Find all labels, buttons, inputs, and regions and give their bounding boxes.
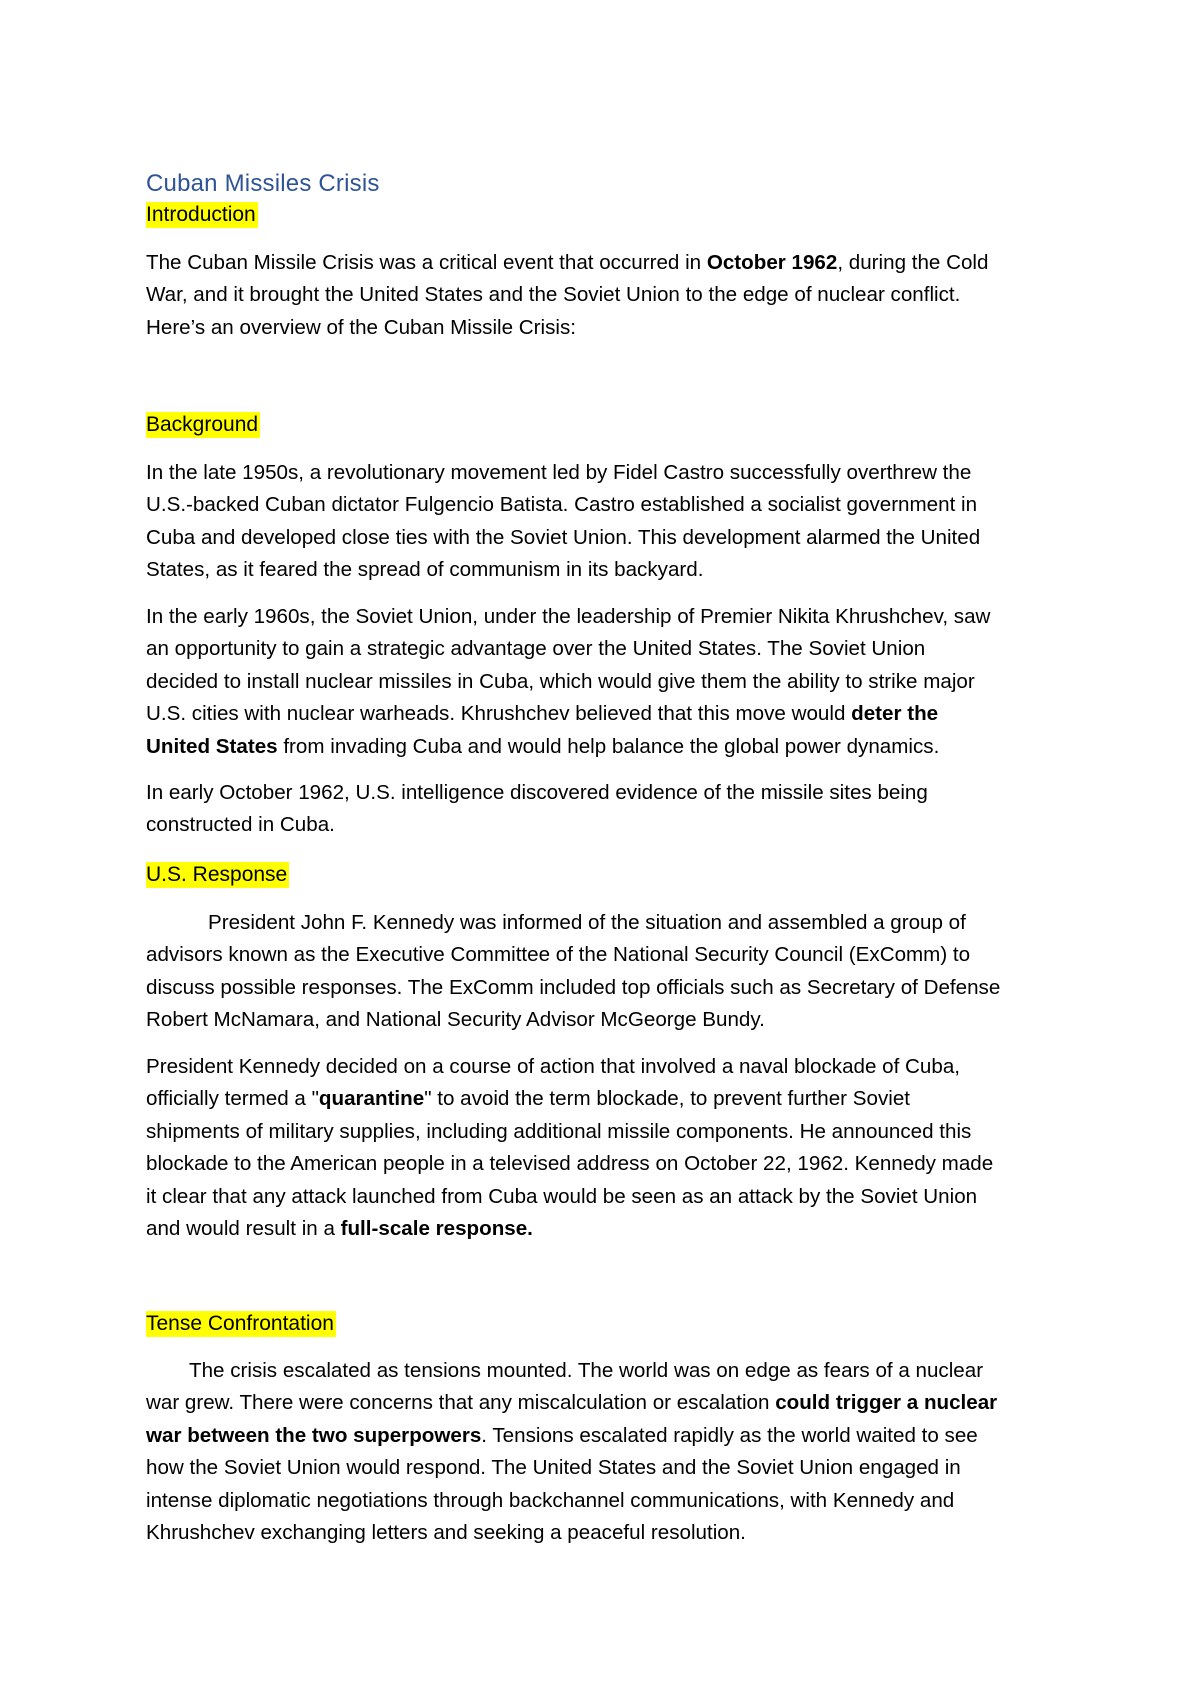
paragraph-tense-confrontation (146, 1355, 1066, 1549)
text-line: U.S.-backed Cuban dictator Fulgencio Batista. Castro established a socialist government in (146, 493, 978, 517)
paragraph-background-1 (146, 457, 1066, 587)
text-run: . Tensions escalated rapidly as the world waited to see (481, 1423, 978, 1447)
text-line: shipments of military supplies, including additional missile components. He announced this (146, 1119, 972, 1143)
text-line: it clear that any attack launched from Cuba would be seen as an attack by the Soviet Union (146, 1184, 978, 1208)
text-line: Here’s an overview of the Cuban Missile Crisis: (146, 315, 576, 339)
text-run: from invading Cuba and would help balance the global power dynamics. (277, 734, 940, 758)
text-line: President John F. Kennedy was informed of the situation and assembled a group of (208, 911, 966, 934)
text-line (146, 1420, 1066, 1452)
paragraph-us-response-1 (146, 907, 1066, 1037)
text-line: Robert McNamara, and National Security Advisor McGeorge Bundy. (146, 1008, 765, 1032)
text-line: Khrushchev exchanging letters and seeking a peaceful resolution. (146, 1521, 746, 1545)
paragraph-us-response-2 (146, 1051, 1066, 1245)
text-run: " to avoid the term blockade, to prevent further Soviet (424, 1087, 910, 1111)
paragraph-background-2 (146, 601, 1066, 763)
text-run: , during the Cold (837, 251, 989, 274)
text-run: and would result in a (146, 1217, 341, 1241)
text-run: officially termed a " (146, 1087, 319, 1111)
heading-background: Background (146, 413, 259, 436)
text-line (146, 1213, 1066, 1245)
document-title: Cuban Missiles Crisis (146, 170, 380, 197)
text-line (146, 698, 1066, 730)
text-line: In early October 1962, U.S. intelligence discovered evidence of the missile sites being (146, 781, 928, 804)
bold-text: could trigger a nuclear (775, 1391, 998, 1415)
paragraph-background-3 (146, 777, 1066, 842)
text-run: U.S. cities with nuclear warheads. Khrushchev believed that this move would (146, 702, 852, 726)
text-line: In the late 1950s, a revolutionary movement led by Fidel Castro successfully overthrew the (146, 461, 972, 484)
text-line: War, and it brought the United States and the Soviet Union to the edge of nuclear conflict. (146, 283, 961, 307)
heading-tense-confrontation: Tense Confrontation (146, 1312, 334, 1335)
bold-text: October 1962 (706, 251, 838, 274)
text-line: decided to install nuclear missiles in Cuba, which would give them the ability to strike major (146, 669, 975, 693)
text-line (146, 731, 1066, 763)
text-line: President Kennedy decided on a course of action that involved a naval blockade of Cuba, (146, 1055, 960, 1078)
bold-text: full-scale response. (340, 1217, 533, 1241)
text-line: constructed in Cuba. (146, 813, 335, 837)
heading-us-response: U.S. Response (146, 863, 288, 886)
text-line (146, 247, 1066, 279)
text-line: intense diplomatic negotiations through backchannel communications, with Kennedy and (146, 1488, 955, 1512)
text-line: Cuba and developed close ties with the Soviet Union. This development alarmed the United (146, 525, 981, 549)
text-line (146, 1387, 1066, 1419)
text-line (146, 1083, 1066, 1115)
text-line: blockade to the American people in a televised address on October 22, 1962. Kennedy made (146, 1152, 994, 1176)
text-line: advisors known as the Executive Committee of the National Security Council (ExComm) to (146, 943, 971, 967)
text-line: In the early 1960s, the Soviet Union, under the leadership of Premier Nikita Khrushchev, saw (146, 605, 991, 628)
bold-text: United States (146, 734, 278, 758)
text-run: The Cuban Missile Crisis was a critical event that occurred in (146, 251, 707, 274)
heading-introduction: Introduction (146, 203, 256, 226)
bold-text: quarantine (318, 1087, 425, 1111)
paragraph-introduction (146, 247, 1066, 344)
text-line: how the Soviet Union would respond. The United States and the Soviet Union engaged in (146, 1456, 961, 1480)
text-line: States, as it feared the spread of communism in its backyard. (146, 558, 704, 582)
text-run: war grew. There were concerns that any miscalculation or escalation (146, 1391, 776, 1415)
text-line: The crisis escalated as tensions mounted. The world was on edge as fears of a nuclear (189, 1359, 984, 1382)
bold-text: war between the two superpowers (146, 1423, 482, 1447)
text-line: an opportunity to gain a strategic advantage over the United States. The Soviet Union (146, 637, 926, 661)
bold-text: deter the (851, 702, 939, 726)
text-line: discuss possible responses. The ExComm included top officials such as Secretary of Defense (146, 975, 1001, 999)
